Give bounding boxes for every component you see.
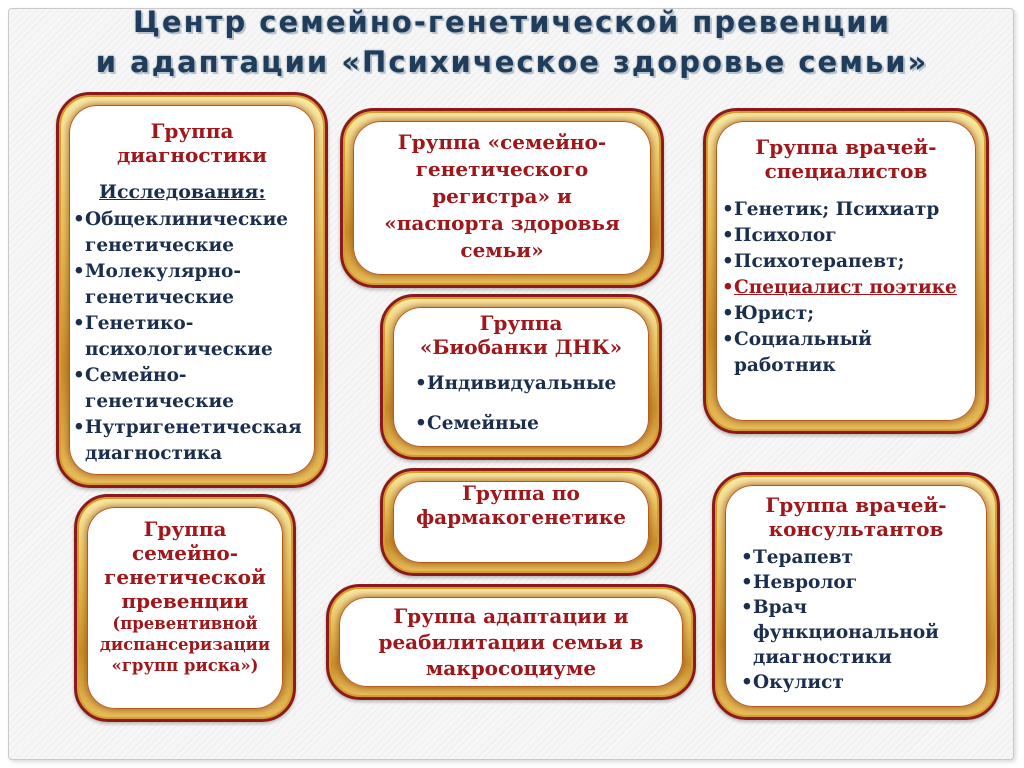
specialist-item	[722, 301, 970, 327]
biobank-list	[415, 371, 643, 437]
prevention-note-line: «групп риска»)	[111, 656, 259, 675]
biobank-item	[415, 411, 643, 437]
consultant-item	[741, 595, 981, 670]
register-heading-line: генетического	[415, 157, 589, 181]
research-item-line: генетические	[85, 287, 235, 308]
consultant-item-line: Невролог	[753, 572, 858, 593]
biobank-group-inner	[393, 307, 649, 447]
specialist-item-line: работник	[734, 355, 836, 376]
prevention-heading-line: семейно-	[131, 541, 239, 565]
research-item	[73, 363, 309, 415]
research-item-line: диагностика	[85, 443, 223, 464]
register-group-box	[340, 108, 664, 288]
pharmacogenetics-heading-line: Группа по	[462, 481, 580, 505]
diagnostics-heading	[75, 119, 309, 167]
research-item	[73, 259, 309, 311]
adaptation-heading-line: макросоциуме	[425, 656, 597, 680]
diagnostics-group-inner	[69, 105, 315, 475]
specialist-item-line: Специалист по	[734, 277, 896, 298]
pharmacogenetics-group-inner	[393, 481, 649, 563]
specialist-item-ethics	[722, 275, 970, 301]
specialists-group-inner	[716, 121, 976, 421]
research-item-line: Нутригенетическая	[85, 417, 302, 438]
specialist-item	[722, 197, 970, 223]
consultant-item	[741, 670, 981, 695]
slide-title-line-1: Центр семейно-генетической превенции	[133, 5, 891, 39]
prevention-note-line: (превентивной	[112, 614, 258, 633]
register-heading-line: Группа «семейно-	[397, 130, 607, 154]
pharmacogenetics-heading	[399, 481, 643, 529]
register-heading-line: «паспорта здоровья	[384, 211, 620, 235]
pharmacogenetics-heading-line: фармакогенетике	[416, 505, 626, 529]
prevention-heading-line: генетической	[104, 565, 266, 589]
slide-title-line-2: и адаптации «Психическое здоровье семьи»	[95, 45, 929, 79]
diagnostics-heading-line-1: Группа	[150, 119, 234, 143]
specialist-item-line: Социальный	[734, 329, 872, 350]
pharmacogenetics-group-box	[380, 468, 662, 576]
research-item-line: Общеклинические	[85, 209, 289, 230]
research-subheading: Исследования:	[99, 181, 266, 203]
specialist-item	[722, 223, 970, 249]
adaptation-heading-line: Группа адаптации и	[393, 604, 629, 628]
adaptation-group-box	[326, 584, 696, 700]
biobank-item-label: Семейные	[427, 413, 539, 434]
specialist-item	[722, 327, 970, 379]
adaptation-heading-line: реабилитации семьи в	[378, 630, 644, 654]
consultants-group-inner	[725, 485, 987, 707]
prevention-heading	[93, 517, 277, 613]
specialist-item	[722, 249, 970, 275]
consultant-item-line: Окулист	[753, 672, 844, 693]
specialists-heading-line: Группа врачей-	[755, 135, 937, 159]
research-item	[73, 207, 309, 259]
consultants-heading	[731, 493, 981, 541]
consultant-item	[741, 570, 981, 595]
specialists-list	[722, 197, 970, 379]
consultant-item-line: Терапевт	[753, 547, 854, 568]
research-item-line: генетические	[85, 235, 235, 256]
register-group-inner	[353, 121, 651, 275]
specialist-item-line: Психолог	[734, 225, 837, 246]
biobank-group-box	[380, 294, 662, 460]
prevention-group-box	[74, 494, 296, 722]
research-item-line: психологические	[85, 339, 273, 360]
research-item-line: Генетико-	[85, 313, 194, 334]
biobank-item	[415, 371, 643, 397]
consultants-group-box	[712, 472, 1000, 720]
research-list	[73, 207, 309, 467]
specialist-item-line: Юрист;	[734, 303, 815, 324]
prevention-note	[93, 613, 277, 676]
biobank-heading-line: Группа	[479, 311, 563, 335]
consultant-item-line: диагностики	[753, 647, 892, 668]
consultant-item-line: функциональной	[753, 622, 939, 643]
register-heading	[359, 129, 645, 264]
prevention-heading-line: превенции	[121, 589, 249, 613]
consultants-heading-line: Группа врачей-	[765, 493, 947, 517]
consultants-list	[741, 545, 981, 695]
adaptation-heading	[345, 603, 677, 681]
research-item-line: генетические	[85, 391, 235, 412]
prevention-heading-line: Группа	[143, 517, 227, 541]
research-item-line: Молекулярно-	[85, 261, 242, 282]
consultants-heading-line: консультантов	[768, 517, 944, 541]
research-item	[73, 415, 309, 467]
specialist-item-line: Генетик; Психиатр	[734, 199, 940, 220]
specialists-group-box	[703, 108, 989, 434]
specialists-heading-line: специалистов	[764, 159, 928, 183]
prevention-note-line: диспансеризации	[99, 635, 271, 654]
adaptation-group-inner	[339, 597, 683, 687]
specialist-item-line: этике	[895, 277, 957, 298]
prevention-group-inner	[87, 507, 283, 709]
specialist-item-line: Психотерапевт;	[734, 251, 905, 272]
biobank-item-label: Индивидуальные	[427, 373, 617, 394]
register-heading-line: семьи»	[460, 238, 544, 262]
diagnostics-heading-line-2: диагностики	[116, 143, 268, 167]
consultant-item-line: Врач	[753, 597, 808, 618]
biobank-heading	[399, 311, 643, 359]
specialists-heading	[722, 135, 970, 183]
biobank-heading-line: «Биобанки ДНК»	[419, 335, 623, 359]
research-item	[73, 311, 309, 363]
register-heading-line: регистра» и	[432, 184, 572, 208]
research-item-line: Семейно-	[85, 365, 187, 386]
diagnostics-group-box	[56, 92, 328, 488]
consultant-item	[741, 545, 981, 570]
